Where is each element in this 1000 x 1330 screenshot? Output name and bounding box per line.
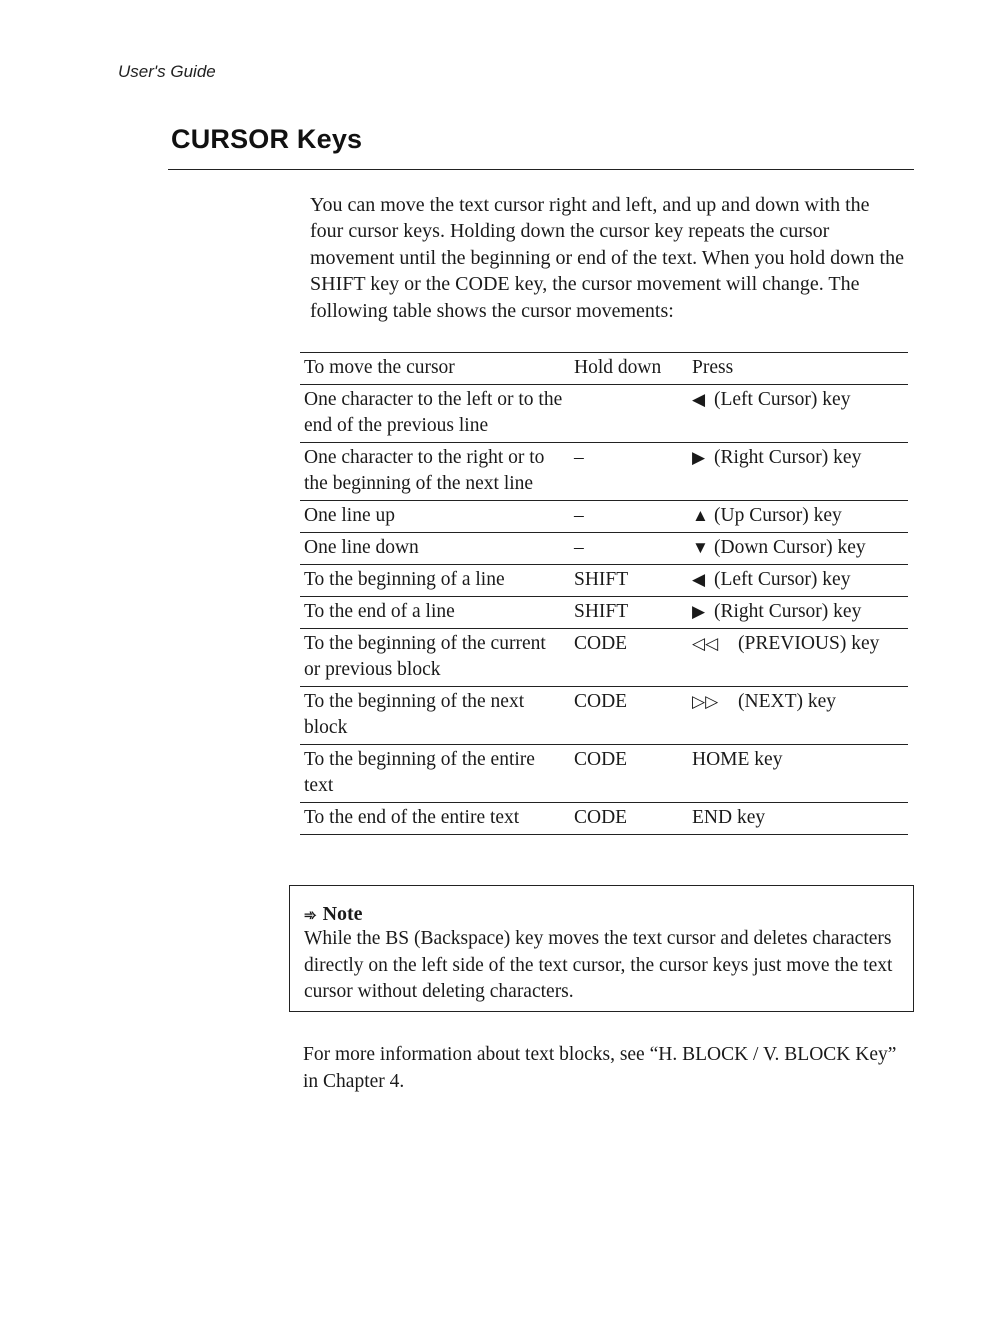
- press-label: (Down Cursor) key: [714, 537, 866, 558]
- cell-move: One line up: [300, 501, 570, 533]
- cell-press: [688, 443, 908, 501]
- note-heading: [304, 903, 363, 926]
- cell-move: One line down: [300, 533, 570, 565]
- cell-hold: [570, 385, 688, 443]
- table-body: [300, 385, 908, 835]
- press-label: (Right Cursor) key: [714, 601, 862, 622]
- table-row: [300, 501, 908, 533]
- press-label: (NEXT) key: [738, 691, 837, 712]
- table-row: [300, 687, 908, 745]
- note-box: [289, 885, 914, 1012]
- table-row: [300, 443, 908, 501]
- cursor-key-icon: ◁◁: [692, 634, 719, 653]
- cell-move: One character to the left or to the end of the previous line: [300, 385, 570, 443]
- cell-press: [688, 533, 908, 565]
- footer-text: For more information about text blocks, see “H. BLOCK / V. BLOCK Key” in Chapter 4.: [303, 1044, 897, 1092]
- table-row: [300, 565, 908, 597]
- cell-hold: SHIFT: [570, 565, 688, 597]
- cell-hold: SHIFT: [570, 597, 688, 629]
- table-row: [300, 597, 908, 629]
- press-label: END key: [692, 807, 766, 828]
- press-label: HOME key: [692, 749, 783, 770]
- running-head: User's Guide: [118, 62, 216, 81]
- cell-move: To the end of the entire text: [300, 803, 570, 835]
- table-row: [300, 533, 908, 565]
- cell-hold: CODE: [570, 803, 688, 835]
- cell-press: [688, 385, 908, 443]
- table-row: [300, 385, 908, 443]
- cell-hold: CODE: [570, 687, 688, 745]
- table-row: [300, 745, 908, 803]
- cell-press: [688, 629, 908, 687]
- cell-press: [688, 687, 908, 745]
- title-rule: [168, 169, 914, 170]
- note-body: While the BS (Backspace) key moves the text cursor and deletes characters directly on the left side of the text cursor, the cursor keys just move the text cursor without deleting characters.: [304, 928, 893, 1002]
- cell-move: To the beginning of a line: [300, 565, 570, 597]
- note-title: Note: [322, 903, 363, 925]
- cell-hold: –: [570, 533, 688, 565]
- press-label: (PREVIOUS) key: [738, 633, 880, 654]
- cursor-key-icon: ▼: [692, 538, 709, 557]
- table-row: [300, 803, 908, 835]
- intro-paragraph: You can move the text cursor right and left, and up and down with the four cursor keys. Holding down the cursor key repeats the cursor movement until the beginning or end of the text. When you hold down the SHIFT key or the CODE key, the cursor movement will change. The following table shows the cursor movements:: [310, 194, 904, 322]
- cursor-movement-table: [300, 352, 908, 835]
- cursor-key-icon: ▶: [692, 602, 706, 621]
- press-label: (Left Cursor) key: [714, 569, 851, 590]
- cell-hold: –: [570, 443, 688, 501]
- header-move: To move the cursor: [300, 353, 570, 385]
- cell-move: To the beginning of the next block: [300, 687, 570, 745]
- cell-press: [688, 745, 908, 803]
- cursor-key-icon: ▶: [692, 448, 706, 467]
- section-title: CURSOR Keys: [171, 124, 363, 154]
- cursor-key-icon: ▷▷: [692, 692, 719, 711]
- table-header-row: [300, 353, 908, 385]
- cell-press: [688, 565, 908, 597]
- cursor-key-icon: ◀: [692, 570, 706, 589]
- cell-hold: –: [570, 501, 688, 533]
- press-label: (Right Cursor) key: [714, 447, 862, 468]
- cell-move: To the beginning of the entire text: [300, 745, 570, 803]
- cell-move: To the beginning of the current or previous block: [300, 629, 570, 687]
- cell-press: [688, 803, 908, 835]
- cell-hold: CODE: [570, 629, 688, 687]
- press-label: (Up Cursor) key: [714, 505, 842, 526]
- cursor-key-icon: ◀: [692, 390, 706, 409]
- header-press: Press: [688, 353, 908, 385]
- note-arrow-icon: ➾: [304, 908, 317, 924]
- cell-press: [688, 597, 908, 629]
- header-hold: Hold down: [570, 353, 688, 385]
- cell-press: [688, 501, 908, 533]
- press-label: (Left Cursor) key: [714, 389, 851, 410]
- table-row: [300, 629, 908, 687]
- cell-move: One character to the right or to the beginning of the next line: [300, 443, 570, 501]
- cell-move: To the end of a line: [300, 597, 570, 629]
- cell-hold: CODE: [570, 745, 688, 803]
- cursor-key-icon: ▲: [692, 506, 709, 525]
